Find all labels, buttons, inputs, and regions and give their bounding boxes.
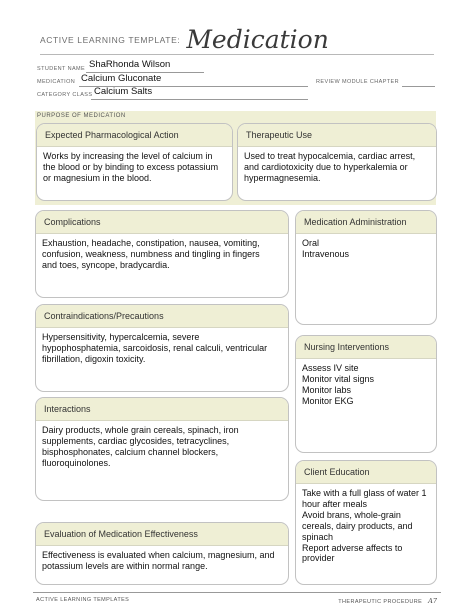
expected-action-card: [36, 123, 233, 201]
template-title-area: [40, 18, 329, 52]
complications-text[interactable]: Exhaustion, headache, constipation, nausea, vomiting, confusion, weakness, numbness and tingling in fingers and toes, syncope, bradycardia.: [42, 238, 260, 270]
footer-left-label: ACTIVE LEARNING TEMPLATES: [36, 597, 130, 603]
medication-administration-heading: Medication Administration: [296, 211, 436, 234]
medication-administration-text[interactable]: Oral Intravenous: [302, 238, 350, 259]
therapeutic-use-text[interactable]: Used to treat hypocalcemia, cardiac arrest, and cardiotoxicity due to hyperkalemia or hypermagnesemia.: [244, 151, 416, 183]
contraindications-text[interactable]: Hypersensitivity, hypercalcemia, severe hypophosphatemia, sarcoidosis, renal calculi, ventricular fibrillation, digoxin toxicity.: [42, 332, 268, 364]
footer-right: [338, 597, 437, 605]
medication-administration-card: [295, 210, 437, 325]
contraindications-heading: Contraindications/Precautions: [36, 305, 288, 328]
therapeutic-use-heading: Therapeutic Use: [238, 124, 436, 147]
client-education-card: [295, 460, 437, 585]
student-name-label: STUDENT NAME: [37, 66, 86, 72]
footer-page-number: A7: [428, 597, 437, 605]
evaluation-heading: Evaluation of Medication Effectiveness: [36, 523, 288, 546]
interactions-text[interactable]: Dairy products, whole grain cereals, spinach, iron supplements, cardiac glycosides, tetracyclines, bisphosphonates, calcium channel blockers, fluoroquinolones.: [42, 425, 239, 468]
expected-action-text[interactable]: Works by increasing the level of calcium in the blood or by binding to excess potassium or magnesium in the blood.: [43, 151, 219, 183]
evaluation-card: [35, 522, 289, 585]
client-education-heading: Client Education: [296, 461, 436, 484]
client-education-text[interactable]: Take with a full glass of water 1 hour after meals Avoid brans, whole-grain cereals, dairy products, and spinach Report adverse affects to provider: [302, 488, 427, 564]
interactions-card: [35, 397, 289, 501]
complications-card: [35, 210, 289, 298]
evaluation-text[interactable]: Effectiveness is evaluated when calcium, magnesium, and potassium levels are within normal range.: [42, 550, 275, 571]
contraindications-card: [35, 304, 289, 392]
category-class-label: CATEGORY CLASS: [37, 92, 93, 98]
nursing-interventions-text[interactable]: Assess IV site Monitor vital signs Monitor labs Monitor EKG: [302, 363, 375, 406]
title-divider: [40, 54, 434, 55]
review-module-label: REVIEW MODULE CHAPTER: [316, 79, 399, 85]
medication-value[interactable]: Calcium Gluconate: [81, 73, 162, 84]
therapeutic-use-card: [237, 123, 437, 201]
complications-heading: Complications: [36, 211, 288, 234]
review-module-line: [402, 86, 435, 87]
medication-label: MEDICATION: [37, 79, 76, 85]
category-class-value[interactable]: Calcium Salts: [94, 86, 153, 97]
footer-divider: [33, 592, 441, 593]
page-title: Medication: [186, 25, 329, 54]
expected-action-heading: Expected Pharmacological Action: [37, 124, 232, 147]
category-class-line: [91, 99, 308, 100]
nursing-interventions-heading: Nursing Interventions: [296, 336, 436, 359]
nursing-interventions-card: [295, 335, 437, 453]
purpose-label: PURPOSE OF MEDICATION: [37, 113, 126, 119]
interactions-heading: Interactions: [36, 398, 288, 421]
student-name-value[interactable]: ShaRhonda Wilson: [89, 59, 171, 70]
template-label: ACTIVE LEARNING TEMPLATE:: [40, 35, 181, 45]
footer-right-label: THERAPEUTIC PROCEDURE: [338, 599, 423, 605]
